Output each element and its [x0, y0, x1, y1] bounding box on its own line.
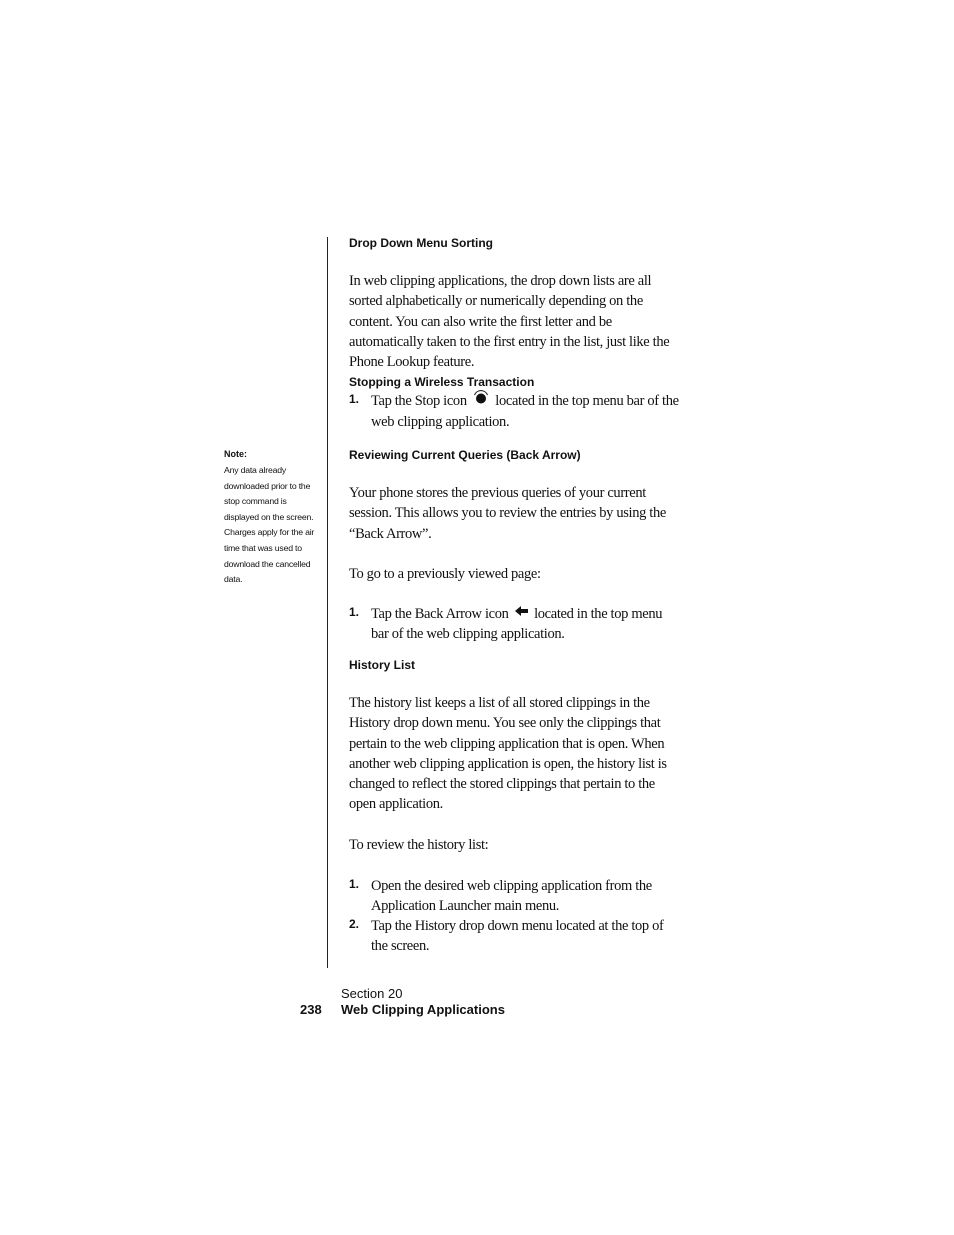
heading-stopping-transaction: Stopping a Wireless Transaction [349, 375, 535, 389]
margin-rule [327, 237, 328, 968]
paragraph-drop-down-sorting: In web clipping applications, the drop down lists are all sorted alphabetically or numerically depending on the content. You can also write the first letter and be automatically taken to the first entry in the list, just like the Phone Lookup feature. [349, 273, 670, 371]
step-number: 2. [349, 917, 360, 931]
step-text: Tap the History drop down menu located at the top of the screen. [371, 918, 664, 955]
paragraph-reviewing-queries: Your phone stores the previous queries of your current session. This allows you to review the entries by using the “Back Arrow”. [349, 485, 666, 542]
page-number: 238 [300, 1002, 322, 1017]
list-item-stop-step-1 [349, 391, 681, 432]
heading-drop-down-sorting: Drop Down Menu Sorting [349, 236, 493, 250]
heading-history-list: History List [349, 658, 416, 672]
paragraph-history-list: The history list keeps a list of all stored clippings in the History drop down menu. You see only the clippings that pertain to the web clipping application that is open. When another web clipping application is open, the history list is changed to reflect the stored clippings that pertain to the open application. [349, 695, 667, 813]
paragraph-review-history: To review the history list: [349, 837, 489, 853]
back-arrow-icon [514, 603, 529, 623]
heading-reviewing-queries: Reviewing Current Queries (Back Arrow) [349, 448, 581, 462]
step-number: 1. [349, 392, 360, 406]
step-text-after-icon: located in the top menu bar of the web clipping application. [371, 393, 679, 430]
list-item-history-step-1 [349, 876, 681, 917]
step-number: 1. [349, 605, 360, 619]
stop-icon [472, 388, 490, 412]
list-item-history-step-2 [349, 916, 681, 957]
footer-section-label: Section 20 [341, 986, 403, 1001]
step-number: 1. [349, 877, 360, 891]
note-body: Any data already downloaded prior to the stop command is displayed on the screen. Charges apply for the air time that was used to download the cancelled data. [224, 465, 315, 585]
step-text-before-icon: Tap the Back Arrow icon [371, 606, 509, 622]
step-text: Open the desired web clipping application from the Application Launcher main menu. [371, 878, 652, 915]
footer-chapter-title: Web Clipping Applications [341, 1002, 505, 1017]
paragraph-go-to-previous: To go to a previously viewed page: [349, 566, 541, 582]
step-text-before-icon: Tap the Stop icon [371, 393, 467, 409]
note-title: Note: [224, 449, 247, 459]
step-text-after-icon: located in the top menu bar of the web clipping application. [371, 606, 663, 643]
list-item-back-step-1 [349, 604, 681, 645]
